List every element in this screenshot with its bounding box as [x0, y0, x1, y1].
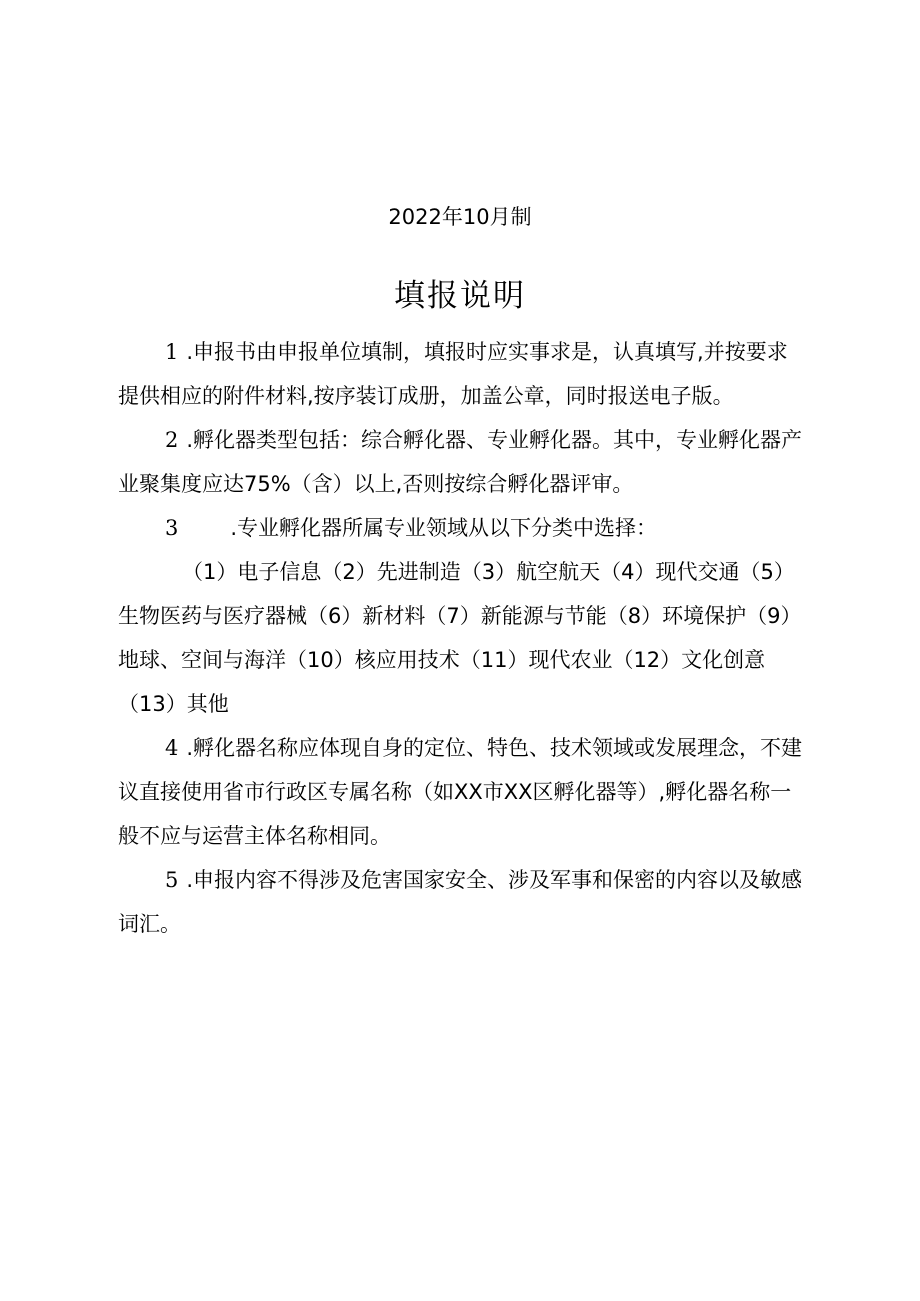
item-text: .专业孵化器所属专业领域从以下分类中选择：	[230, 516, 658, 540]
item-number: 3	[165, 516, 179, 540]
item-number: 1	[165, 340, 179, 364]
item-text: .孵化器类型包括：综合孵化器、专业孵化器。其中，专业孵化器产业聚集度应达75%（含）以上,否则按综合孵化器评审。	[118, 428, 803, 496]
item-text: .申报书由申报单位填制，填报时应实事求是，认真填写,并按要求提供相应的附件材料,按序装订成册，加盖公章，同时报送电子版。	[118, 340, 788, 408]
item-number: 4	[165, 736, 179, 760]
instruction-item-5	[118, 858, 808, 946]
item-text: .孵化器名称应体现自身的定位、特色、技术领域或发展理念，不建议直接使用省市行政区专属名称（如XX市XX区孵化器等）,孵化器名称一般不应与运营主体名称相同。	[118, 736, 803, 848]
instruction-item-4	[118, 726, 808, 858]
item-text: .申报内容不得涉及危害国家安全、涉及军事和保密的内容以及敏感词汇。	[118, 868, 803, 936]
instruction-item-1	[118, 330, 808, 418]
item-number: 2	[165, 428, 179, 452]
page-title: 填报说明	[394, 278, 526, 314]
item-number: 5	[165, 868, 179, 892]
date-line: 2022年10月制	[388, 205, 532, 229]
instruction-item-2	[118, 418, 808, 506]
category-list: （1）电子信息（2）先进制造（3）航空航天（4）现代交通（5）生物医药与医疗器械（6）新材料（7）新能源与节能（8）环境保护（9）地球、空间与海洋（10）核应用技术（11）现代农业（12）文化创意（13）其他	[118, 560, 802, 716]
instruction-item-3	[118, 506, 808, 550]
instructions-body	[118, 330, 808, 946]
